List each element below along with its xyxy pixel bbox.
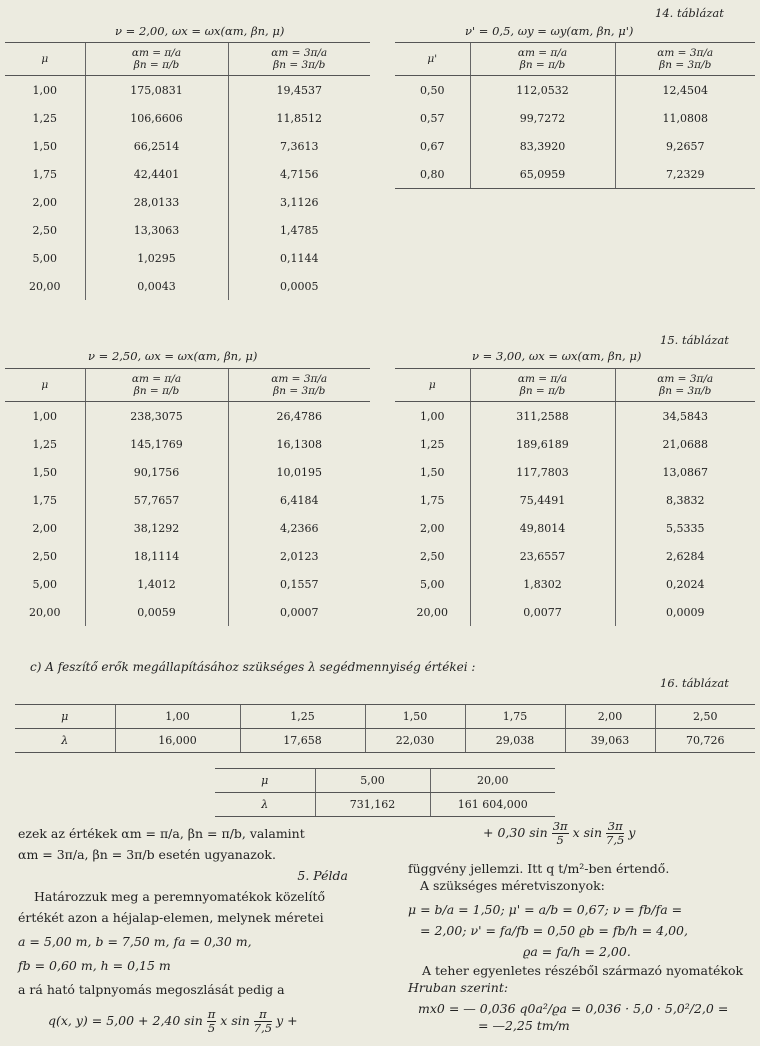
table-row: 1,00 175,0831 19,4537 — [5, 76, 370, 105]
table-16-label: 16. táblázat — [660, 676, 729, 690]
paragraph-line: függvény jellemzi. Itt q t/m²-ben értendő. — [408, 861, 670, 876]
table-row: 1,75 75,4491 8,3832 — [395, 486, 755, 514]
table2-caption: ν' = 0,5, ωy = ωy(αm, βn, μ') — [465, 24, 634, 38]
table4-caption: ν = 3,00, ωx = ωx(αm, βn, μ) — [472, 349, 642, 363]
paragraph-line: αm = 3π/a, βn = 3π/b esetén ugyanazok. — [18, 847, 276, 862]
left-column-text — [18, 823, 368, 1035]
table-row: 1,00 238,3075 26,4786 — [5, 402, 370, 431]
lambda-mu-row: μ 1,00 1,25 1,50 1,75 2,00 2,50 — [15, 705, 755, 729]
table-row: 5,00 1,4012 0,1557 — [5, 570, 370, 598]
paragraph-line: Határozzuk meg a peremnyomatékok közelítő — [34, 889, 326, 904]
paragraph-line: Hruban szerint: — [408, 980, 509, 995]
table-14-label: 14. táblázat — [655, 6, 724, 20]
table-row: 1,25 106,6606 11,8512 — [5, 104, 370, 132]
omega-x-table-nu-3 — [395, 368, 755, 626]
table-row: 20,00 0,0043 0,0005 — [5, 272, 370, 300]
paragraph-line: értékét azon a héjalap-elemen, melynek méretei — [18, 910, 324, 925]
load-equation: q(x, y) = 5,00 + 2,40 sin $\frac{\pi}{5}$ x sin $\frac{\pi}{7,5}$ y + — [48, 1007, 298, 1035]
moment-result: = —2,25 tm/m — [478, 1018, 570, 1033]
omega-y-table — [395, 42, 755, 189]
lambda-table-2 — [215, 768, 555, 817]
ratio-line: μ = b/a = 1,50; μ' = a/b = 0,67; ν = fb/fa = — [408, 902, 683, 917]
table1-caption: ν = 2,00, ωx = ωx(αm, βn, μ) — [115, 24, 285, 38]
example-heading: 5. Példa — [297, 868, 348, 883]
header-alpha-3pi: αm = 3π/a βn = 3π/b — [228, 369, 370, 402]
paragraph-line: ezek az értékek αm = π/a, βn = π/b, valamint — [18, 826, 305, 841]
table-row: 1,25 145,1769 16,1308 — [5, 430, 370, 458]
header-alpha-pi: αm = π/a βn = π/b — [85, 43, 228, 76]
paragraph-line: A teher egyenletes részéből származó nyomatékok — [422, 963, 744, 978]
table-row: 20,00 0,0077 0,0009 — [395, 598, 755, 626]
lambda-table-1 — [15, 704, 755, 753]
table-row: 1,00 311,2588 34,5843 — [395, 402, 755, 431]
table-row: 5,00 1,8302 0,2024 — [395, 570, 755, 598]
header-alpha-pi: αm = π/a βn = π/b — [470, 43, 615, 76]
table-row: 2,50 13,3063 1,4785 — [5, 216, 370, 244]
header-mu: μ — [395, 369, 470, 402]
table-row: 20,00 0,0059 0,0007 — [5, 598, 370, 626]
load-equation-continued: + 0,30 sin $\frac{3\pi}{5}$ x sin $\frac{3\pi}{7,5}$ y — [483, 819, 636, 847]
lambda-value-row: λ 731,162 161 604,000 — [215, 793, 555, 817]
omega-x-table-nu-2 — [5, 42, 370, 300]
table-row: 0,80 65,0959 7,2329 — [395, 160, 755, 189]
table-row: 2,50 23,6557 2,6284 — [395, 542, 755, 570]
table-row: 1,25 189,6189 21,0688 — [395, 430, 755, 458]
table-row: 1,50 90,1756 10,0195 — [5, 458, 370, 486]
header-alpha-pi: αm = π/a βn = π/b — [85, 369, 228, 402]
table-row: 5,00 1,0295 0,1144 — [5, 244, 370, 272]
paragraph-line: a rá ható talpnyomás megoszlását pedig a — [18, 982, 285, 997]
table-row: 2,00 38,1292 4,2366 — [5, 514, 370, 542]
ratio-line: ϱa = fa/h = 2,00. — [523, 944, 631, 959]
header-alpha-3pi: αm = 3π/a βn = 3π/b — [615, 43, 755, 76]
right-column-text — [408, 820, 758, 1036]
lambda-heading: c) A feszítő erők megállapításához szükséges λ segédmennyiség értékei : — [30, 660, 476, 674]
dimensions-line: a = 5,00 m, b = 7,50 m, fa = 0,30 m, — [18, 934, 252, 949]
moment-equation: mx0 = — 0,036 q0a²/ϱa = 0,036 · 5,0 · 5,0²/2,0 = — [418, 1001, 729, 1016]
table-row: 0,67 83,3920 9,2657 — [395, 132, 755, 160]
ratio-line: = 2,00; ν' = fa/fb = 0,50 ϱb = fb/h = 4,00, — [420, 923, 688, 938]
table-15-label: 15. táblázat — [660, 333, 729, 347]
table-row: 1,75 57,7657 6,4184 — [5, 486, 370, 514]
table-row: 1,75 42,4401 4,7156 — [5, 160, 370, 188]
table-row: 1,50 117,7803 13,0867 — [395, 458, 755, 486]
table-row: 2,50 18,1114 2,0123 — [5, 542, 370, 570]
table-row: 0,57 99,7272 11,0808 — [395, 104, 755, 132]
header-alpha-3pi: αm = 3π/a βn = 3π/b — [615, 369, 755, 402]
omega-x-table-nu-2-5 — [5, 368, 370, 626]
lambda-value-row: λ 16,000 17,658 22,030 29,038 39,063 70,726 — [15, 729, 755, 753]
table-row: 0,50 112,0532 12,4504 — [395, 76, 755, 105]
header-mu: μ — [5, 43, 85, 76]
header-mu-prime: μ' — [395, 43, 470, 76]
dimensions-line: fb = 0,60 m, h = 0,15 m — [18, 958, 171, 973]
paragraph-line: A szükséges méretviszonyok: — [420, 878, 605, 893]
header-mu: μ — [5, 369, 85, 402]
table3-caption: ν = 2,50, ωx = ωx(αm, βn, μ) — [88, 349, 258, 363]
table-row: 1,50 66,2514 7,3613 — [5, 132, 370, 160]
lambda-mu-row: μ 5,00 20,00 — [215, 769, 555, 793]
header-alpha-3pi: αm = 3π/a βn = 3π/b — [228, 43, 370, 76]
header-alpha-pi: αm = π/a βn = π/b — [470, 369, 615, 402]
table-row: 2,00 28,0133 3,1126 — [5, 188, 370, 216]
table-row: 2,00 49,8014 5,5335 — [395, 514, 755, 542]
